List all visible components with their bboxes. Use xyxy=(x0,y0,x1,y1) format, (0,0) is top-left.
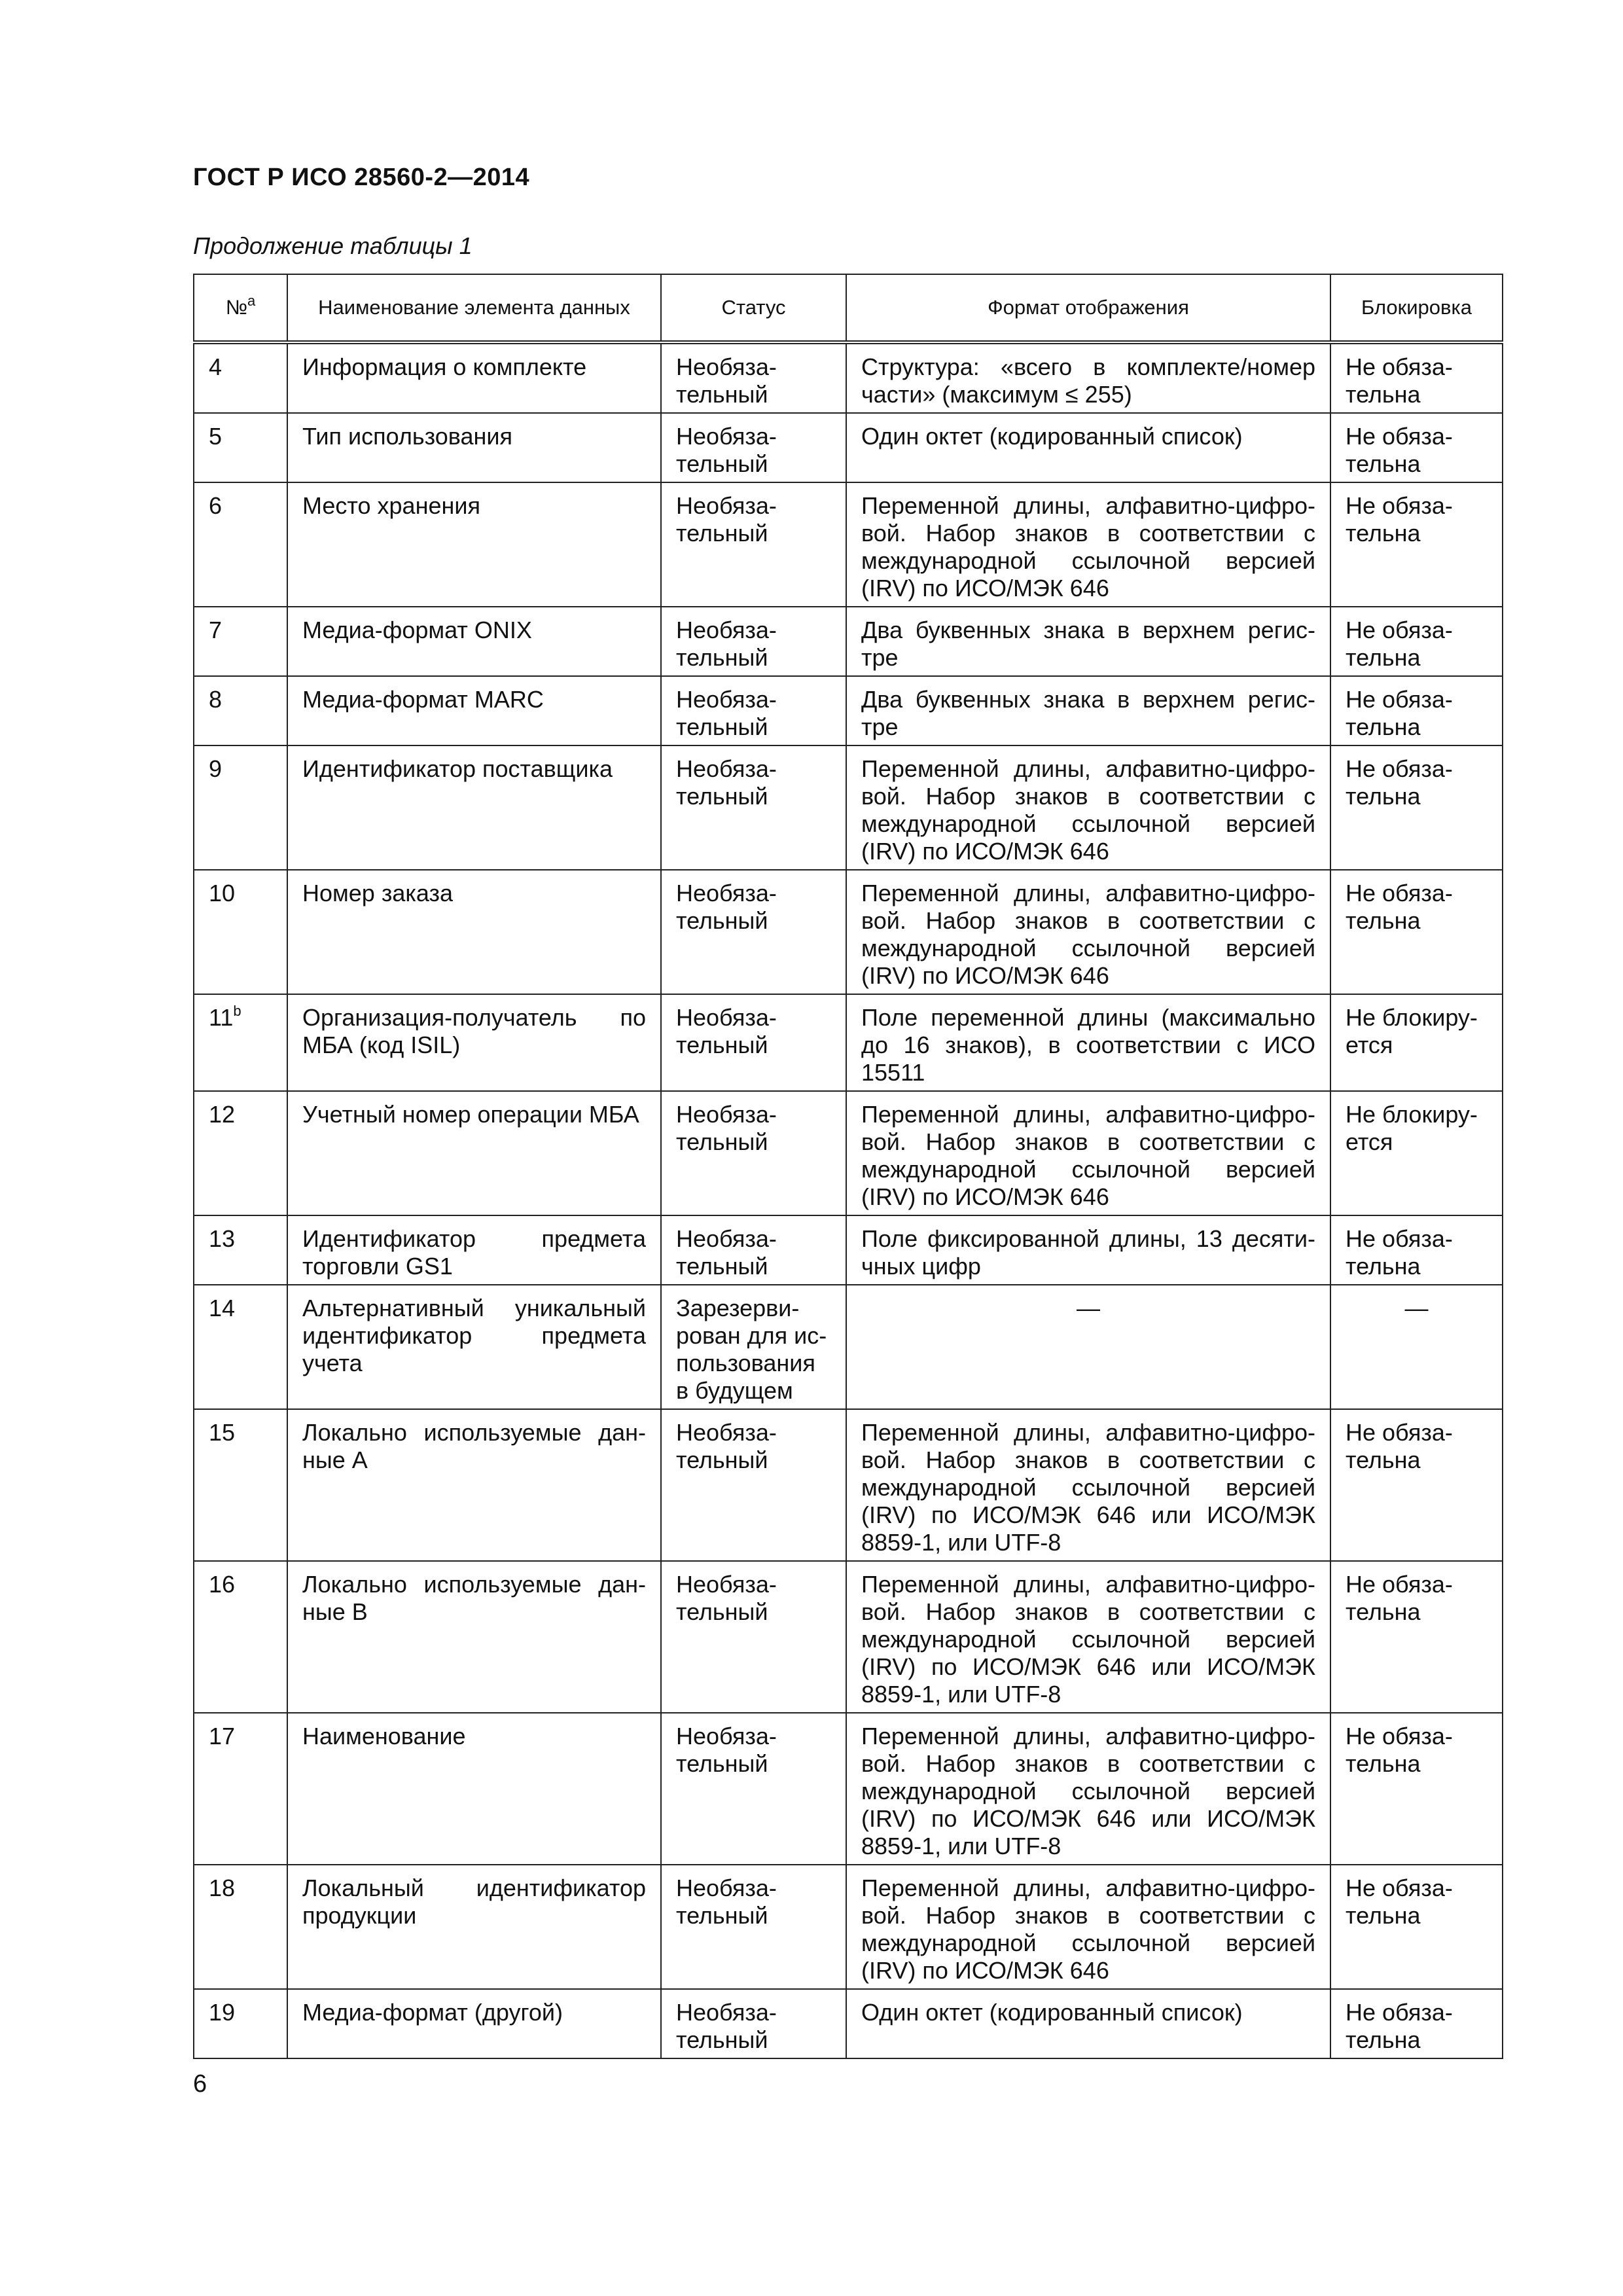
cell-format: Переменной длины, алфавитно-цифро-вой. Набор знаков в соответствии с международной ссылочной версией (IRV) по ИСО/МЭК 646 или ИСО/МЭК 8859-1, или UTF-8 xyxy=(846,1561,1330,1713)
row-number: 11 xyxy=(209,1004,234,1031)
cell-lock: Не обяза- тельна xyxy=(1330,1561,1503,1713)
cell-num xyxy=(194,1285,287,1409)
table-row xyxy=(194,482,1503,607)
cell-status: Необяза- тельный xyxy=(661,870,846,994)
table-row xyxy=(194,1409,1503,1561)
table-row xyxy=(194,413,1503,482)
cell-lock: Не обяза- тельна xyxy=(1330,413,1503,482)
row-number: 4 xyxy=(209,353,223,380)
cell-name: Идентификатор предмета торговли GS1 xyxy=(287,1215,661,1285)
data-elements-table xyxy=(193,274,1503,2059)
document-title: ГОСТ Р ИСО 28560-2—2014 xyxy=(193,164,530,191)
table-row xyxy=(194,1865,1503,1989)
header-row xyxy=(194,274,1503,342)
cell-format: Переменной длины, алфавитно-цифро-вой. Набор знаков в соответствии с международной ссылочной версией (IRV) по ИСО/МЭК 646 xyxy=(846,1865,1330,1989)
cell-name: Альтернативный уникальный идентификатор предмета учета xyxy=(287,1285,661,1409)
cell-num xyxy=(194,1989,287,2058)
cell-name: Идентификатор поставщика xyxy=(287,745,661,870)
header-format: Формат отображения xyxy=(846,274,1330,342)
cell-status: Необяза- тельный xyxy=(661,1091,846,1215)
table-caption: Продолжение таблицы 1 xyxy=(193,232,473,259)
cell-status: Необяза- тельный xyxy=(661,1409,846,1561)
row-footnote-mark: b xyxy=(233,1003,241,1019)
cell-lock: Не обяза- тельна xyxy=(1330,676,1503,745)
cell-lock: Не обяза- тельна xyxy=(1330,607,1503,676)
cell-format: Структура: «всего в комплекте/номер части» (максимум ≤ 255) xyxy=(846,342,1330,413)
table-row xyxy=(194,1713,1503,1865)
cell-format: Переменной длины, алфавитно-цифро-вой. Набор знаков в соответствии с международной ссылочной версией (IRV) по ИСО/МЭК 646 xyxy=(846,1091,1330,1215)
cell-num xyxy=(194,607,287,676)
header-status: Статус xyxy=(661,274,846,342)
row-number: 13 xyxy=(209,1225,236,1252)
cell-format: Переменной длины, алфавитно-цифро-вой. Набор знаков в соответствии с международной ссылочной версией (IRV) по ИСО/МЭК 646 или ИСО/МЭК 8859-1, или UTF-8 xyxy=(846,1409,1330,1561)
table-row xyxy=(194,676,1503,745)
cell-lock: Не обяза- тельна xyxy=(1330,342,1503,413)
cell-format: — xyxy=(846,1285,1330,1409)
table-row xyxy=(194,342,1503,413)
table-row xyxy=(194,994,1503,1091)
cell-lock: Не обяза- тельна xyxy=(1330,1215,1503,1285)
cell-name: Место хранения xyxy=(287,482,661,607)
cell-name: Локальный идентификатор продукции xyxy=(287,1865,661,1989)
row-number: 15 xyxy=(209,1419,236,1446)
row-number: 17 xyxy=(209,1723,236,1749)
cell-format: Два буквенных знака в верхнем регис-тре xyxy=(846,676,1330,745)
cell-num xyxy=(194,413,287,482)
cell-num xyxy=(194,1561,287,1713)
cell-status: Необяза- тельный xyxy=(661,1989,846,2058)
header-lock: Блокировка xyxy=(1330,274,1503,342)
cell-lock: — xyxy=(1330,1285,1503,1409)
row-number: 9 xyxy=(209,755,223,782)
cell-num xyxy=(194,1091,287,1215)
cell-name: Организация-получатель по МБА (код ISIL) xyxy=(287,994,661,1091)
cell-status: Необяза- тельный xyxy=(661,994,846,1091)
cell-num xyxy=(194,994,287,1091)
row-number: 8 xyxy=(209,686,223,713)
cell-status: Необяза- тельный xyxy=(661,1215,846,1285)
table-row xyxy=(194,607,1503,676)
cell-lock: Не обяза- тельна xyxy=(1330,745,1503,870)
cell-name: Наименование xyxy=(287,1713,661,1865)
row-number: 16 xyxy=(209,1571,236,1598)
cell-format: Один октет (кодированный список) xyxy=(846,1989,1330,2058)
cell-format: Один октет (кодированный список) xyxy=(846,413,1330,482)
cell-num xyxy=(194,1409,287,1561)
header-num xyxy=(194,274,287,342)
table-row xyxy=(194,1989,1503,2058)
cell-status: Необяза- тельный xyxy=(661,1561,846,1713)
cell-num xyxy=(194,870,287,994)
cell-format: Переменной длины, алфавитно-цифро-вой. Набор знаков в соответствии с международной ссылочной версией (IRV) по ИСО/МЭК 646 xyxy=(846,482,1330,607)
cell-num xyxy=(194,482,287,607)
table-row xyxy=(194,1561,1503,1713)
cell-status: Необяза- тельный xyxy=(661,745,846,870)
cell-lock: Не обяза- тельна xyxy=(1330,1713,1503,1865)
cell-num xyxy=(194,676,287,745)
cell-num xyxy=(194,1215,287,1285)
header-num-footnote-mark: a xyxy=(247,292,256,309)
row-number: 12 xyxy=(209,1101,236,1128)
cell-status: Необяза- тельный xyxy=(661,1865,846,1989)
cell-name: Номер заказа xyxy=(287,870,661,994)
cell-format: Переменной длины, алфавитно-цифро-вой. Набор знаков в соответствии с международной ссылочной версией (IRV) по ИСО/МЭК 646 xyxy=(846,745,1330,870)
cell-name: Информация о комплекте xyxy=(287,342,661,413)
table-row xyxy=(194,1285,1503,1409)
table-header xyxy=(194,274,1503,342)
cell-name: Медиа-формат ONIX xyxy=(287,607,661,676)
cell-lock: Не обяза- тельна xyxy=(1330,1409,1503,1561)
cell-status: Необяза- тельный xyxy=(661,342,846,413)
header-name: Наименование элемента данных xyxy=(287,274,661,342)
row-number: 19 xyxy=(209,1999,236,2026)
cell-lock: Не обяза- тельна xyxy=(1330,1989,1503,2058)
header-num-label: № xyxy=(225,296,247,319)
row-number: 7 xyxy=(209,617,223,643)
cell-num xyxy=(194,1713,287,1865)
cell-name: Локально используемые дан-ные A xyxy=(287,1409,661,1561)
row-number: 14 xyxy=(209,1295,236,1321)
cell-status: Необяза- тельный xyxy=(661,607,846,676)
cell-lock: Не обяза- тельна xyxy=(1330,482,1503,607)
table-body xyxy=(194,342,1503,2058)
row-number: 6 xyxy=(209,492,223,519)
cell-format: Поле фиксированной длины, 13 десяти-чных цифр xyxy=(846,1215,1330,1285)
cell-name: Медиа-формат (другой) xyxy=(287,1989,661,2058)
page-number: 6 xyxy=(193,2070,207,2098)
table-row xyxy=(194,870,1503,994)
row-number: 18 xyxy=(209,1874,236,1901)
cell-status: Необяза- тельный xyxy=(661,482,846,607)
cell-name: Медиа-формат MARC xyxy=(287,676,661,745)
cell-format: Переменной длины, алфавитно-цифро-вой. Набор знаков в соответствии с международной ссылочной версией (IRV) по ИСО/МЭК 646 xyxy=(846,870,1330,994)
cell-lock: Не блокиру- ется xyxy=(1330,994,1503,1091)
row-number: 10 xyxy=(209,880,236,906)
table-row xyxy=(194,745,1503,870)
cell-status: Необяза- тельный xyxy=(661,676,846,745)
cell-lock: Не блокиру- ется xyxy=(1330,1091,1503,1215)
cell-name: Локально используемые дан-ные B xyxy=(287,1561,661,1713)
cell-format: Поле переменной длины (максимально до 16 знаков), в соответствии с ИСО 15511 xyxy=(846,994,1330,1091)
table-row xyxy=(194,1091,1503,1215)
row-number: 5 xyxy=(209,423,223,450)
cell-format: Два буквенных знака в верхнем регис-тре xyxy=(846,607,1330,676)
cell-lock: Не обяза- тельна xyxy=(1330,870,1503,994)
cell-name: Тип использования xyxy=(287,413,661,482)
cell-name: Учетный номер операции МБА xyxy=(287,1091,661,1215)
cell-num xyxy=(194,1865,287,1989)
cell-format: Переменной длины, алфавитно-цифро-вой. Набор знаков в соответствии с международной ссылочной версией (IRV) по ИСО/МЭК 646 или ИСО/МЭК 8859-1, или UTF-8 xyxy=(846,1713,1330,1865)
cell-status: Зарезерви- рован для ис- пользования в будущем xyxy=(661,1285,846,1409)
cell-num xyxy=(194,745,287,870)
cell-status: Необяза- тельный xyxy=(661,413,846,482)
table-row xyxy=(194,1215,1503,1285)
cell-status: Необяза- тельный xyxy=(661,1713,846,1865)
cell-num xyxy=(194,342,287,413)
cell-lock: Не обяза- тельна xyxy=(1330,1865,1503,1989)
